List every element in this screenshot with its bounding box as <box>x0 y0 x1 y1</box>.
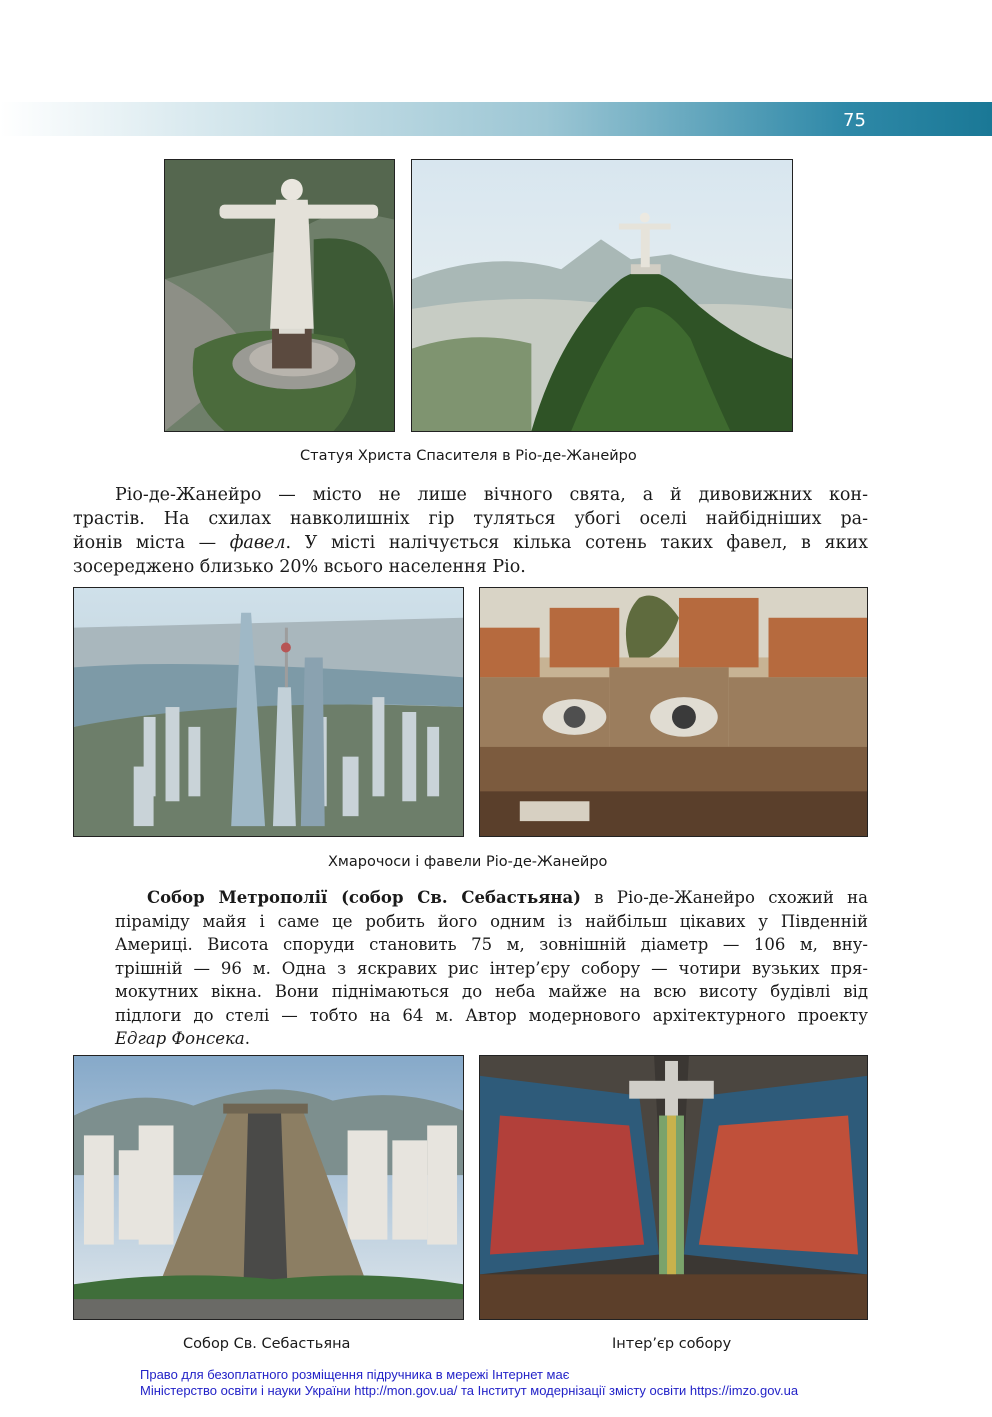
paragraph2-line: мокутних вікна. Вони піднімаються до неба майже на всю висоту будівлі від <box>115 982 868 1001</box>
paragraph2-line: Америці. Висота споруди становить 75 м, зовнішній діаметр — 106 м, вну- <box>115 935 868 954</box>
paragraph2-line: трішній — 96 м. Одна з яскравих рис інтер’єру собору — чотири вузьких пря- <box>115 958 868 978</box>
paragraph1-line: зосереджено близько 20% всього населення Ріо. <box>73 557 526 577</box>
skyscrapers-photo <box>73 587 464 837</box>
favela-term: фавел <box>229 533 286 553</box>
page-number: 75 <box>843 110 866 131</box>
paragraph1-line: трастів. На схилах навколишніх гір туляться убогі оселі найбідніших ра- <box>73 509 868 529</box>
footer-copyright <box>140 1367 798 1399</box>
interior-caption: Інтер’єр собору <box>612 1336 732 1352</box>
paragraph2-line <box>115 1027 868 1051</box>
skyline-caption: Хмарочоси і фавели Ріо-де-Жанейро <box>328 854 608 870</box>
paragraph-cathedral <box>115 886 868 1051</box>
paragraph2-line: підлоги до стелі — тобто на 64 м. Автор модернового архітектурного проекту <box>115 1005 868 1025</box>
architect-name: Едгар Фонсека <box>115 1029 245 1048</box>
christ-aerial-photo <box>411 159 793 432</box>
paragraph1-text: . У місті налічується кілька сотень таких фавел, в яких <box>285 533 868 553</box>
footer-line: Міністерство освіти і науки України http://mon.gov.ua/ та Інститут модернізації змісту освіти https://imzo.gov.ua <box>140 1383 799 1398</box>
paragraph1-line <box>73 531 868 555</box>
paragraph2-line <box>115 886 868 910</box>
favela-photo <box>479 587 868 837</box>
paragraph2-text: . <box>244 1029 250 1048</box>
cathedral-photo <box>73 1055 464 1320</box>
paragraph1-line: Ріо-де-Жанейро — місто не лише вічного свята, а й дивовижних кон- <box>115 485 868 505</box>
christ-statue-photo <box>164 159 395 432</box>
paragraph1-text: йонів міста — <box>73 533 230 553</box>
paragraph2-line: піраміду майя і саме це робить його одним із найбільш цікавих у Південній <box>115 911 868 931</box>
paragraph-rio-contrasts <box>73 483 868 579</box>
cathedral-name: Собор Метрополії (собор Св. Себастьяна) <box>147 888 581 907</box>
interior-photo <box>479 1055 868 1320</box>
footer-line: Право для безоплатного розміщення підручника в мережі Інтернет має <box>140 1367 570 1382</box>
christ-caption: Статуя Христа Спасителя в Ріо-де-Жанейро <box>300 448 637 464</box>
paragraph2-text: в Ріо-де-Жанейро схожий на <box>580 888 868 907</box>
cathedral-caption: Собор Св. Себастьяна <box>183 1336 351 1352</box>
